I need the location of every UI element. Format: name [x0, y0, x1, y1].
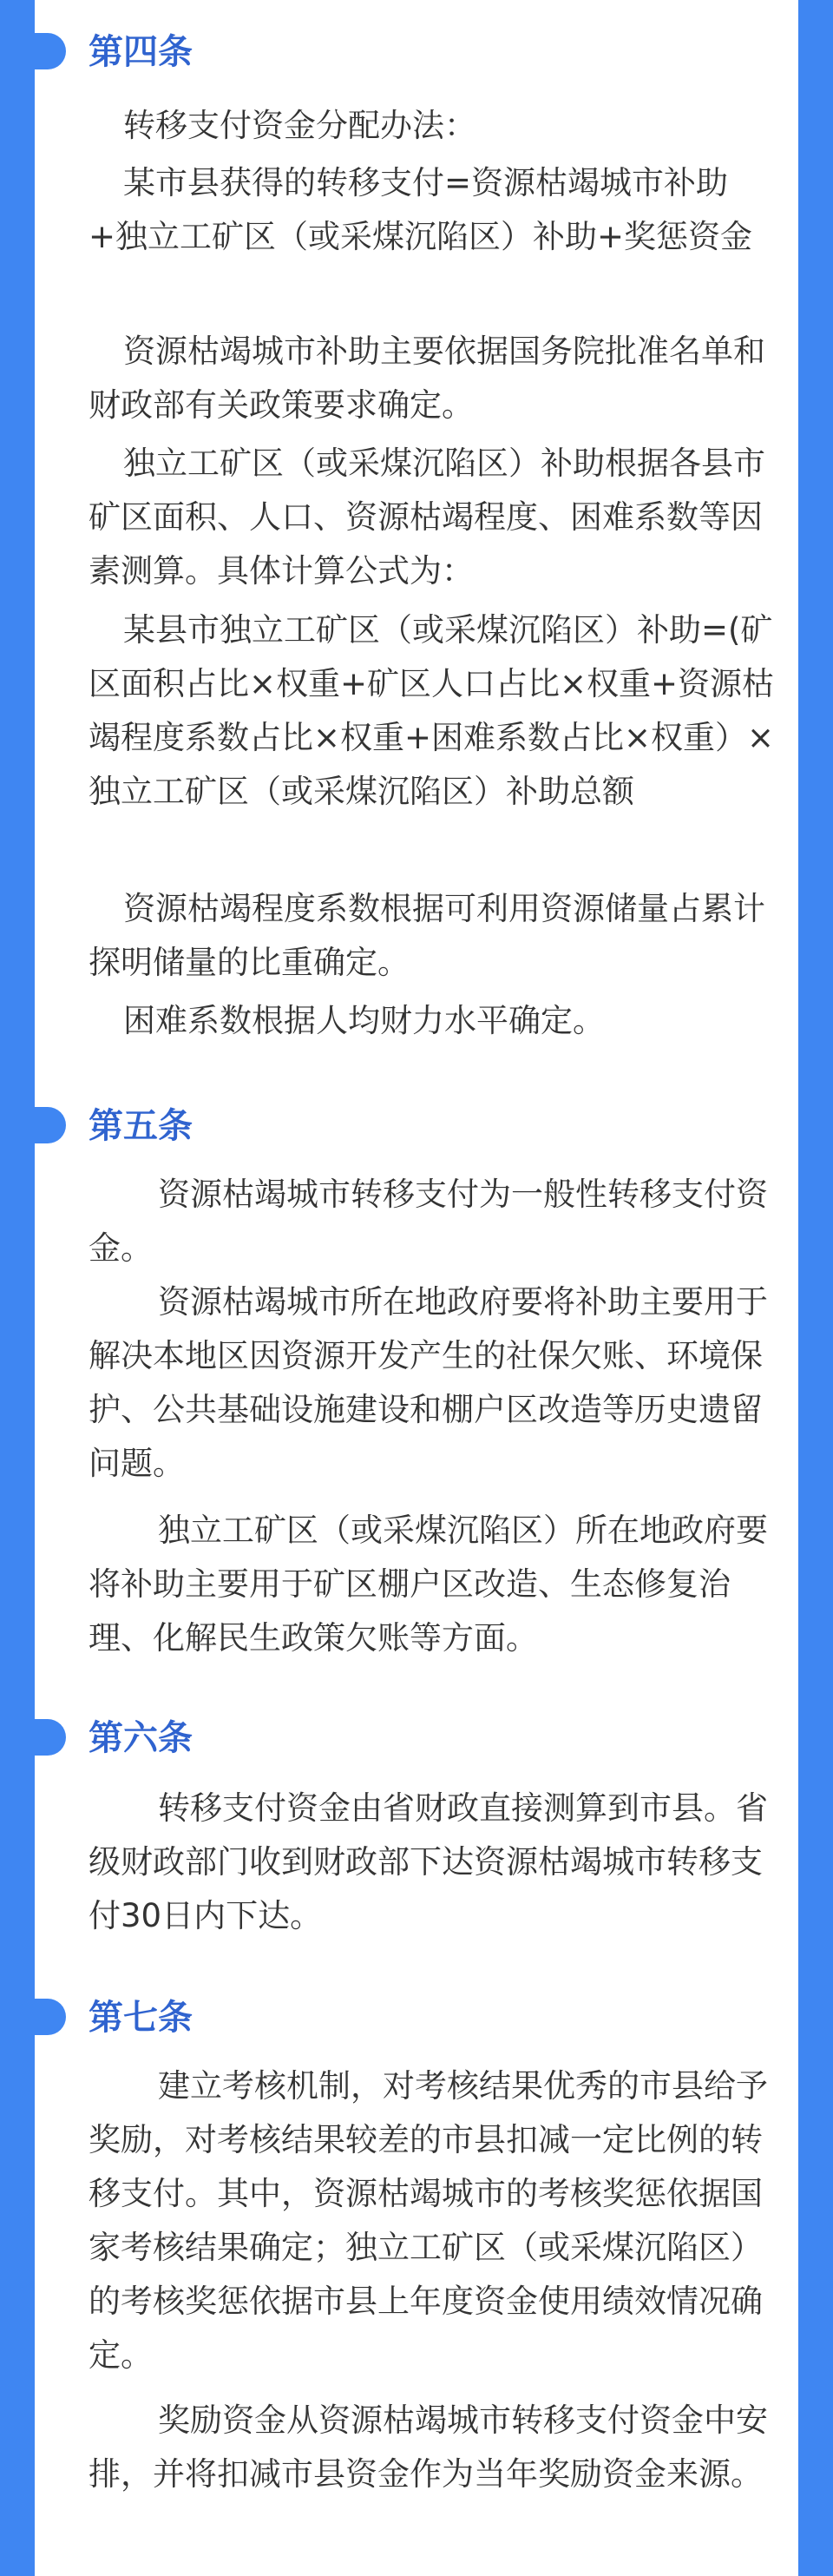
section-paragraph: 独立工矿区（或采煤沉陷区）所在地政府要将补助主要用于矿区棚户区改造、生态修复治理、化解民生政策欠账等方面。 — [89, 1512, 768, 1657]
section-paragraph: 困难系数根据人均财力水平确定。 — [123, 1002, 605, 1039]
section-paragraph: 资源枯竭城市所在地政府要将补助主要用于解决本地区因资源开发产生的社保欠账、环境保护、公共基础设施建设和棚户区改造等历史遗留问题。 — [89, 1283, 768, 1482]
section-marker-icon — [35, 1107, 66, 1143]
section-marker-icon — [35, 1999, 66, 2035]
section-marker-icon — [35, 1719, 66, 1756]
section-title: 第五条 — [89, 1106, 193, 1146]
section-paragraph: 转移支付资金分配办法： — [123, 107, 476, 144]
section-paragraph: 奖励资金从资源枯竭城市转移支付资金中安排，并将扣减市县资金作为当年奖励资金来源。 — [89, 2401, 768, 2493]
section-paragraph: 资源枯竭程度系数根据可利用资源储量占累计探明储量的比重确定。 — [89, 890, 765, 981]
section-paragraph: 某市县获得的转移支付=资源枯竭城市补助+独立工矿区（或采煤沉陷区）补助+奖惩资金 — [89, 164, 753, 255]
section-paragraph: 某县市独立工矿区（或采煤沉陷区）补助=(矿区面积占比×权重+矿区人口占比×权重+资源枯竭程度系数占比×权重+困难系数占比×权重）×独立工矿区（或采煤沉陷区）补助总额 — [89, 611, 775, 810]
section-paragraph: 独立工矿区（或采煤沉陷区）补助根据各县市矿区面积、人口、资源枯竭程度、困难系数等因素测算。具体计算公式为： — [89, 445, 765, 590]
section-title: 第四条 — [89, 32, 193, 72]
section-paragraph: 资源枯竭城市转移支付为一般性转移支付资金。 — [89, 1176, 768, 1267]
section-title: 第七条 — [89, 1998, 193, 2038]
content-card — [35, 0, 798, 2576]
section-paragraph: 建立考核机制，对考核结果优秀的市县给予奖励，对考核结果较差的市县扣减一定比例的转移支付。其中，资源枯竭城市的考核奖惩依据国家考核结果确定；独立工矿区（或采煤沉陷区）的考核奖惩依据市县上年度资金使用绩效情况确定。 — [89, 2067, 768, 2374]
section-title: 第六条 — [89, 1718, 193, 1758]
section-marker-icon — [35, 33, 66, 69]
section-paragraph: 转移支付资金由省财政直接测算到市县。省级财政部门收到财政部下达资源枯竭城市转移支付30日内下达。 — [89, 1789, 768, 1934]
section-paragraph: 资源枯竭城市补助主要依据国务院批准名单和财政部有关政策要求确定。 — [89, 333, 765, 424]
